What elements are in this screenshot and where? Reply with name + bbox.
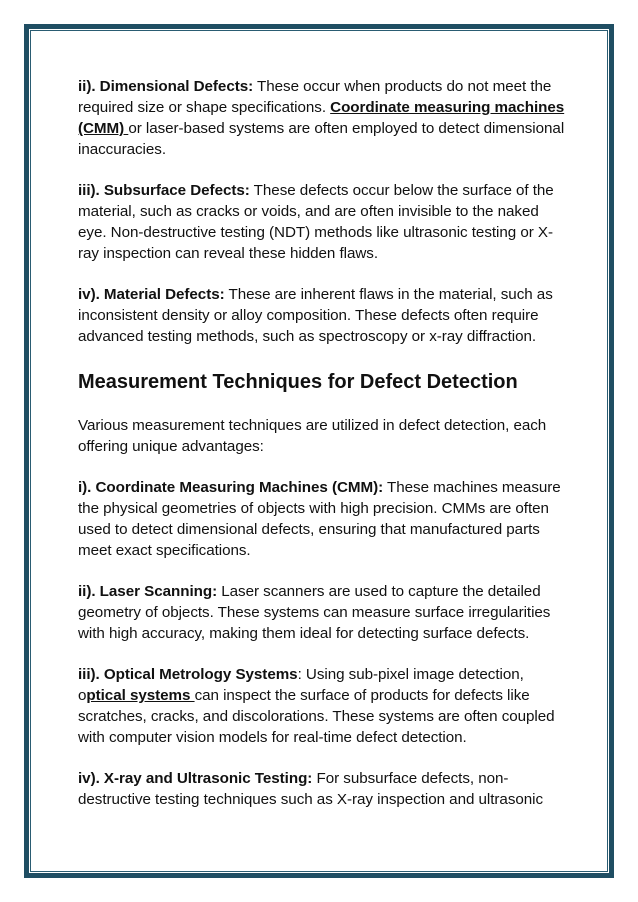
text-dimensional-defects-end: or laser-based systems are often employed to detect dimensional inaccuracies. [78, 120, 565, 158]
heading-material-defects: iv). Material Defects: [78, 286, 225, 303]
heading-subsurface-defects: iii). Subsurface Defects: [78, 182, 250, 199]
heading-laser-scanning: ii). Laser Scanning: [78, 583, 218, 600]
text-xray-ultrasonic: For subsurface defects, non-destructive testing techniques such as X-ray inspection and ultrasonic [78, 770, 544, 808]
link-cmm[interactable]: Coordinate measuring machines [330, 99, 565, 116]
paragraph-dimensional-defects [78, 76, 570, 160]
link-optical-systems[interactable]: ptical systems [86, 687, 195, 704]
link-cmm-abbrev[interactable]: (CMM) [78, 120, 129, 137]
paragraph-optical-metrology [78, 664, 570, 748]
text-material-defects: These are inherent flaws in the material, such as inconsistent density or alloy composition. These defects often require advanced testing methods, such as spectroscopy or x-ray diffraction. [78, 286, 553, 345]
text-laser-scanning: Laser scanners are used to capture the detailed geometry of objects. These systems can measure surface irregularities with high accuracy, making them ideal for detecting surface defects. [78, 583, 551, 642]
text-optical-metrology-end: can inspect the surface of products for defects like scratches, cracks, and discolorations. These systems are often coupled with computer vision models for real-time defect detection. [78, 687, 555, 746]
paragraph-material-defects [78, 284, 570, 347]
text-subsurface-defects: These defects occur below the surface of the material, such as cracks or voids, and are often invisible to the naked eye. Non-destructive testing (NDT) methods like ultrasonic testing or X-ray inspection can reveal these hidden flaws. [78, 182, 554, 262]
heading-cmm: i). Coordinate Measuring Machines (CMM): [78, 479, 384, 496]
text-cmm: These machines measure the physical geometries of objects with high precision. CMMs are often used to detect dimensional defects, ensuring that manufactured parts meet exact specifications. [78, 479, 561, 559]
heading-optical-metrology: iii). Optical Metrology Systems [78, 666, 298, 683]
paragraph-xray-ultrasonic [78, 768, 570, 810]
text-optical-metrology: : Using sub-pixel image detection, o [78, 666, 524, 704]
text-dimensional-defects: These occur when products do not meet the required size or shape specifications. [78, 78, 552, 116]
paragraph-laser-scanning [78, 581, 570, 644]
heading-xray-ultrasonic: iv). X-ray and Ultrasonic Testing: [78, 770, 313, 787]
paragraph-cmm [78, 477, 570, 561]
paragraph-intro: Various measurement techniques are utilized in defect detection, each offering unique advantages: [78, 417, 547, 455]
section-title: Measurement Techniques for Defect Detection [78, 371, 518, 393]
heading-dimensional-defects: ii). Dimensional Defects: [78, 78, 254, 95]
page-content [78, 76, 570, 830]
paragraph-subsurface-defects [78, 180, 570, 264]
